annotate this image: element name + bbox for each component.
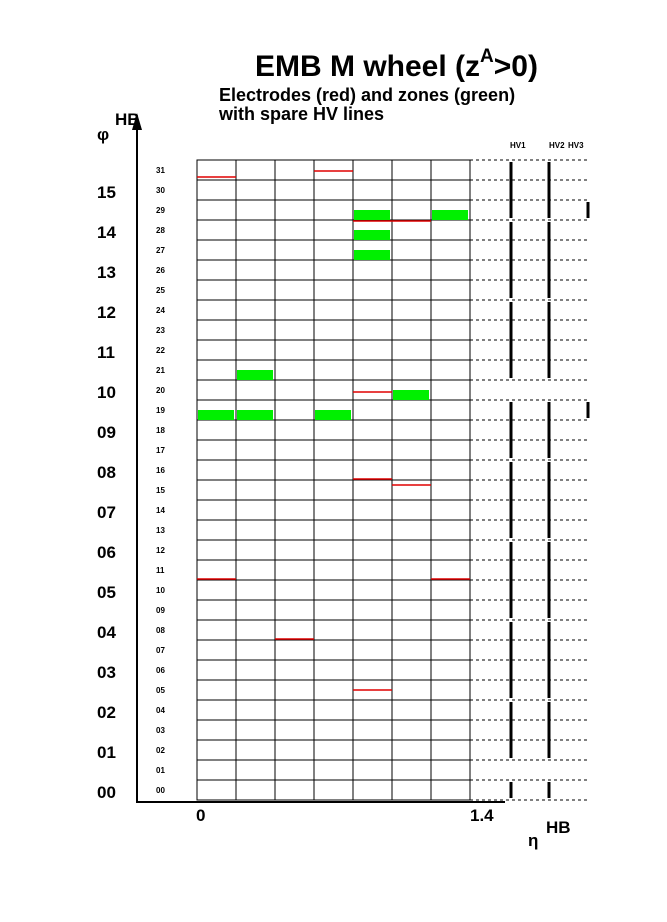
phi-label: 13: [97, 263, 116, 282]
row-label: 01: [156, 766, 165, 775]
row-label: 04: [156, 706, 165, 715]
row-label: 28: [156, 226, 165, 235]
y-axis-symbol: φ: [97, 125, 110, 144]
cell-grid: [197, 160, 470, 800]
phi-label: 12: [97, 303, 116, 322]
row-label: 11: [156, 566, 165, 575]
row-label: 27: [156, 246, 165, 255]
zone-marker: [432, 210, 468, 220]
phi-label: 15: [97, 183, 116, 202]
row-label: 06: [156, 666, 165, 675]
zone-marker: [354, 250, 390, 260]
hv1-label: HV1: [510, 141, 526, 150]
phi-label: 06: [97, 543, 116, 562]
phi-label: 14: [97, 223, 116, 242]
row-label: 20: [156, 386, 165, 395]
phi-label: 01: [97, 743, 116, 762]
row-label: 13: [156, 526, 165, 535]
row-label: 09: [156, 606, 165, 615]
row-label: 08: [156, 626, 165, 635]
row-label: 31: [156, 166, 165, 175]
page-title: EMB M wheel $(z^A>0)$: [255, 46, 538, 83]
hv-lines-layer: [511, 162, 588, 798]
phi-label: 09: [97, 423, 116, 442]
phi-label: 04: [97, 623, 116, 642]
row-label: 10: [156, 586, 165, 595]
phi-label: 05: [97, 583, 116, 602]
subtitle-line-1: Electrodes (red) and zones (green): [219, 85, 516, 105]
phi-label: 00: [97, 783, 116, 802]
y-axis-sup: HB: [115, 110, 140, 129]
row-label: 15: [156, 486, 165, 495]
phi-label: 10: [97, 383, 116, 402]
row-label: 02: [156, 746, 165, 755]
phi-label: 08: [97, 463, 116, 482]
row-label: 23: [156, 326, 165, 335]
row-label: 29: [156, 206, 165, 215]
row-label: 05: [156, 686, 165, 695]
hv2-label: HV2: [549, 141, 565, 150]
phi-label: 03: [97, 663, 116, 682]
hv3-label: HV3: [568, 141, 584, 150]
phi-label: 07: [97, 503, 116, 522]
zones-layer: [198, 210, 468, 420]
row-label: 25: [156, 286, 165, 295]
row-label: 17: [156, 446, 165, 455]
x-tick-1-4: 1.4: [470, 806, 494, 825]
labels-layer: [97, 166, 165, 802]
zone-marker: [315, 410, 351, 420]
zone-marker: [393, 390, 429, 400]
x-axis-sup: HB: [546, 818, 571, 837]
row-label: 16: [156, 466, 165, 475]
row-label: 24: [156, 306, 165, 315]
zone-marker: [237, 410, 273, 420]
row-label: 00: [156, 786, 165, 795]
dashed-row-lines: [470, 160, 590, 800]
zone-marker: [354, 230, 390, 240]
x-axis-symbol: η: [528, 831, 539, 850]
row-label: 19: [156, 406, 165, 415]
phi-label: 02: [97, 703, 116, 722]
row-label: 21: [156, 366, 165, 375]
row-label: 30: [156, 186, 165, 195]
x-tick-0: 0: [196, 806, 206, 825]
phi-label: 11: [97, 343, 115, 362]
zone-marker: [237, 370, 273, 380]
electrodes-layer: [197, 171, 470, 690]
row-label: 22: [156, 346, 165, 355]
zone-marker: [354, 210, 390, 220]
row-label: 18: [156, 426, 165, 435]
row-label: 03: [156, 726, 165, 735]
row-label: 26: [156, 266, 165, 275]
subtitle-line-2: with spare HV lines: [219, 104, 385, 124]
row-label: 14: [156, 506, 165, 515]
row-label: 07: [156, 646, 165, 655]
row-label: 12: [156, 546, 165, 555]
zone-marker: [198, 410, 234, 420]
